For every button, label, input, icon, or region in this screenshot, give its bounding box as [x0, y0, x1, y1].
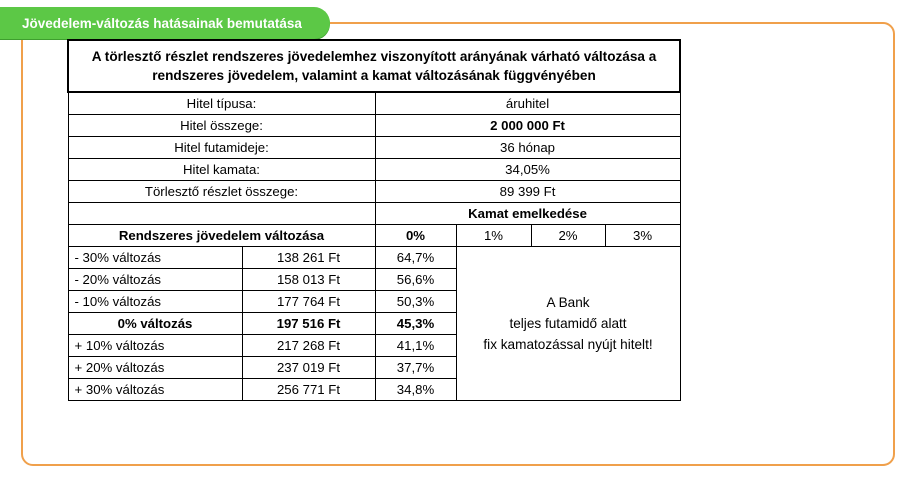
income-amount-cell: 256 771 Ft: [242, 379, 375, 401]
info-value: 89 399 Ft: [375, 181, 680, 203]
table-title: A törlesztő részlet rendszeres jövedelemhez viszonyított arányának várható változása a rendszeres jövedelem, valamint a kamat változásának függvényében: [68, 40, 680, 92]
bank-note-line: A Bank: [546, 295, 590, 310]
table-row: [68, 247, 680, 269]
rate-column-header: 0%: [375, 225, 456, 247]
income-change-cell: 0% változás: [68, 313, 242, 335]
income-change-cell: - 20% változás: [68, 269, 242, 291]
income-amount-cell: 138 261 Ft: [242, 247, 375, 269]
rate-column-header: 2%: [531, 225, 605, 247]
info-value: 34,05%: [375, 159, 680, 181]
info-label: Hitel típusa:: [68, 92, 375, 115]
bank-note-line: teljes futamidő alatt: [509, 316, 627, 331]
info-label: Törlesztő részlet összege:: [68, 181, 375, 203]
info-row: [68, 181, 680, 203]
ratio-cell: 41,1%: [375, 335, 456, 357]
rate-column-header: 3%: [605, 225, 680, 247]
income-change-cell: + 10% változás: [68, 335, 242, 357]
info-value: 2 000 000 Ft: [375, 115, 680, 137]
ratio-cell: 45,3%: [375, 313, 456, 335]
ratio-cell: 50,3%: [375, 291, 456, 313]
rate-column-header: 1%: [456, 225, 531, 247]
income-amount-cell: 158 013 Ft: [242, 269, 375, 291]
ratio-cell: 34,8%: [375, 379, 456, 401]
info-value: 36 hónap: [375, 137, 680, 159]
loan-table: [67, 39, 681, 401]
info-value: áruhitel: [375, 92, 680, 115]
ratio-cell: 37,7%: [375, 357, 456, 379]
info-row: [68, 159, 680, 181]
income-amount-cell: 217 268 Ft: [242, 335, 375, 357]
info-row: [68, 92, 680, 115]
income-amount-cell: 177 764 Ft: [242, 291, 375, 313]
income-change-cell: - 30% változás: [68, 247, 242, 269]
blank-cell: [68, 203, 375, 225]
rate-increase-header: Kamat emelkedése: [375, 203, 680, 225]
income-amount-cell: 197 516 Ft: [242, 313, 375, 335]
section-tab-label: Jövedelem-változás hatásainak bemutatása: [22, 15, 302, 31]
income-change-cell: - 10% változás: [68, 291, 242, 313]
bank-note: [456, 247, 680, 401]
ratio-cell: 56,6%: [375, 269, 456, 291]
section-tab: [0, 7, 330, 39]
income-change-cell: + 30% változás: [68, 379, 242, 401]
income-change-header: Rendszeres jövedelem változása: [68, 225, 375, 247]
ratio-cell: 64,7%: [375, 247, 456, 269]
income-amount-cell: 237 019 Ft: [242, 357, 375, 379]
info-label: Hitel kamata:: [68, 159, 375, 181]
info-row: [68, 137, 680, 159]
bank-note-line: fix kamatozással nyújt hitelt!: [483, 337, 653, 352]
info-label: Hitel futamideje:: [68, 137, 375, 159]
info-row: [68, 115, 680, 137]
income-change-cell: + 20% változás: [68, 357, 242, 379]
info-label: Hitel összege:: [68, 115, 375, 137]
